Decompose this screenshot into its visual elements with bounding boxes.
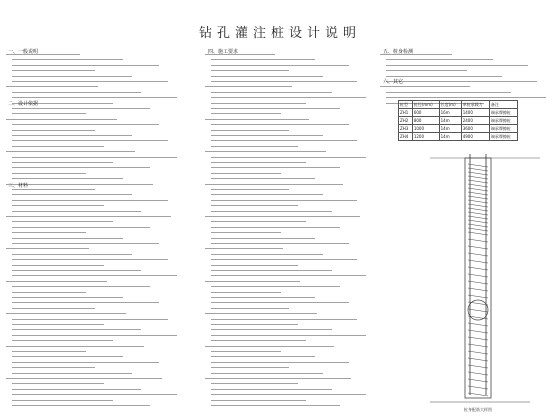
- text-line: [6, 346, 144, 347]
- table-cell: 800: [412, 117, 439, 125]
- section-heading-4: 四、施工要求: [208, 49, 239, 55]
- table-cell: 端承摩擦桩: [489, 133, 517, 141]
- text-line: [12, 65, 159, 66]
- text-line: [6, 281, 107, 282]
- text-line: [12, 405, 150, 406]
- stirrup: [468, 288, 488, 291]
- table-cell: 14m: [439, 117, 461, 125]
- stirrup: [468, 358, 488, 361]
- text-line: [211, 140, 357, 141]
- text-line: [12, 97, 177, 98]
- text-line: [12, 308, 95, 309]
- text-line: [386, 92, 511, 93]
- text-line: [211, 335, 366, 336]
- text-line: [12, 389, 141, 390]
- detail-caption: 桩身配筋大样图: [464, 407, 492, 412]
- stirrup: [468, 184, 488, 187]
- table-cell: 1200: [412, 133, 439, 141]
- text-line: [211, 389, 332, 390]
- text-line: [211, 329, 332, 330]
- text-line: [211, 324, 298, 325]
- text-line: [386, 97, 546, 98]
- text-line: [12, 394, 177, 395]
- text-line: [205, 184, 343, 185]
- table-cell: 14m: [439, 125, 461, 133]
- text-line: [205, 216, 360, 217]
- text-line: [211, 275, 366, 276]
- text-line: [12, 232, 86, 233]
- table-row: [399, 125, 518, 133]
- table-cell: 3600: [461, 125, 489, 133]
- table-cell: 1400: [461, 109, 489, 117]
- text-line: [12, 400, 113, 401]
- text-line: [12, 275, 177, 276]
- text-line: [211, 124, 349, 125]
- text-line: [12, 194, 132, 195]
- text-line: [211, 394, 366, 395]
- text-line: [386, 81, 537, 82]
- table-cell: 600: [412, 109, 439, 117]
- text-line: [12, 259, 168, 260]
- stirrup: [468, 309, 488, 312]
- text-line: [211, 173, 281, 174]
- text-line: [12, 367, 95, 368]
- text-line: [12, 113, 86, 114]
- stirrup: [468, 180, 488, 183]
- stirrup: [468, 208, 488, 211]
- stirrup: [468, 228, 488, 231]
- text-line: [211, 367, 289, 368]
- table-cell: 1000: [412, 125, 439, 133]
- stirrup: [468, 216, 488, 219]
- text-line: [211, 108, 340, 109]
- text-line: [211, 292, 281, 293]
- text-line: [211, 254, 323, 255]
- table-cell: 4900: [461, 133, 489, 141]
- text-line: [205, 151, 326, 152]
- stirrup: [468, 365, 488, 368]
- table-cell: ZH3: [399, 125, 413, 133]
- stirrup: [468, 200, 488, 203]
- text-line: [211, 113, 281, 114]
- text-line: [211, 70, 289, 71]
- text-line: [211, 167, 340, 168]
- text-line: [211, 356, 315, 357]
- text-line: [211, 270, 332, 271]
- stirrup: [468, 267, 488, 270]
- stirrup: [468, 351, 488, 354]
- text-line: [12, 265, 104, 266]
- text-line: [211, 157, 366, 158]
- table-cell: ZH4: [399, 133, 413, 141]
- text-line: [211, 383, 298, 384]
- section-heading-1: 一、一般说明: [8, 49, 39, 55]
- stirrup: [468, 379, 488, 382]
- text-line: [211, 103, 306, 104]
- text-line: [12, 135, 132, 136]
- text-line: [12, 329, 141, 330]
- section-heading-6: 六、其它: [383, 79, 404, 85]
- text-line: [12, 211, 141, 212]
- stirrup: [468, 204, 488, 207]
- text-line: [211, 76, 323, 77]
- text-line: [12, 335, 177, 336]
- text-line: [211, 259, 357, 260]
- stirrup: [468, 188, 488, 191]
- text-line: [12, 162, 113, 163]
- text-line: [6, 313, 126, 314]
- text-line: [12, 324, 104, 325]
- stirrup: [468, 274, 488, 277]
- text-line: [211, 146, 298, 147]
- text-line: [12, 124, 159, 125]
- text-line: [211, 340, 306, 341]
- stirrup: [468, 337, 488, 340]
- text-line: [12, 92, 141, 93]
- text-line: [12, 146, 104, 147]
- text-line: [211, 227, 340, 228]
- text-line: [12, 76, 132, 77]
- text-line: [211, 243, 349, 244]
- stirrup: [468, 224, 488, 227]
- text-line: [211, 265, 298, 266]
- text-line: [211, 200, 357, 201]
- stirrup: [468, 386, 488, 389]
- text-line: [386, 70, 467, 71]
- text-line: [211, 362, 349, 363]
- text-line: [12, 59, 123, 60]
- text-line: [12, 173, 86, 174]
- text-line: [211, 286, 340, 287]
- text-line: [386, 65, 528, 66]
- text-line: [12, 130, 95, 131]
- text-line: [12, 340, 113, 341]
- text-line: [12, 81, 168, 82]
- stirrup: [468, 232, 488, 235]
- text-line: [205, 86, 292, 87]
- text-line: [211, 194, 323, 195]
- text-line: [211, 211, 332, 212]
- text-line: [211, 302, 349, 303]
- text-line: [12, 270, 141, 271]
- text-line: [6, 119, 117, 120]
- column-middle: [205, 44, 365, 414]
- text-line: [211, 81, 357, 82]
- stirrup: [468, 295, 488, 298]
- pile-table: [398, 100, 518, 141]
- text-line: [380, 86, 470, 87]
- table-cell: 端承摩擦桩: [489, 109, 517, 117]
- text-line: [6, 184, 153, 185]
- text-line: [12, 140, 168, 141]
- text-line: [12, 200, 168, 201]
- text-line: [211, 205, 298, 206]
- table-header: 桩径(mm): [412, 101, 439, 109]
- text-line: [211, 400, 306, 401]
- stirrup: [468, 176, 488, 179]
- section-heading-2: 二、设计依据: [8, 101, 39, 107]
- pile-outline: [465, 158, 491, 398]
- stirrup: [468, 393, 488, 396]
- stirrup: [468, 323, 488, 326]
- text-line: [12, 356, 123, 357]
- text-line: [211, 232, 281, 233]
- text-line: [211, 65, 349, 66]
- spiral-stirrups: [468, 164, 488, 396]
- text-line: [211, 59, 315, 60]
- table-cell: ZH2: [399, 117, 413, 125]
- text-line: [211, 162, 306, 163]
- text-line: [386, 76, 502, 77]
- table-cell: 16m: [439, 109, 461, 117]
- table-header: 单桩承载力: [461, 101, 489, 109]
- text-line: [12, 243, 159, 244]
- stirrup: [468, 281, 488, 284]
- stirrup: [468, 196, 488, 199]
- text-line: [211, 135, 323, 136]
- text-line: [211, 178, 315, 179]
- text-line: [211, 97, 366, 98]
- text-line: [211, 92, 332, 93]
- text-line: [12, 238, 123, 239]
- table-cell: ZH1: [399, 109, 413, 117]
- text-line: [12, 351, 86, 352]
- pile-detail-drawing: [410, 150, 550, 415]
- text-line: [211, 189, 289, 190]
- text-line: [12, 373, 132, 374]
- table-cell: 2400: [461, 117, 489, 125]
- text-line: [12, 205, 104, 206]
- stirrup: [468, 220, 488, 223]
- stirrup: [468, 239, 488, 242]
- stirrup: [468, 344, 488, 347]
- text-line: [12, 178, 123, 179]
- text-line: [205, 281, 300, 282]
- text-line: [205, 346, 334, 347]
- text-line: [205, 248, 283, 249]
- stirrup: [468, 330, 488, 333]
- text-line: [205, 313, 317, 314]
- text-line: [205, 378, 351, 379]
- table-header: 桩型: [399, 101, 413, 109]
- text-line: [12, 221, 113, 222]
- text-line: [12, 383, 104, 384]
- text-line: [12, 157, 177, 158]
- text-line: [12, 297, 123, 298]
- text-line: [211, 238, 315, 239]
- table-header: 备注: [489, 101, 517, 109]
- section-heading-3: 三、材料: [8, 183, 29, 189]
- stirrup: [468, 168, 488, 171]
- table-row: [399, 133, 518, 141]
- text-line: [211, 351, 281, 352]
- text-line: [12, 189, 95, 190]
- section-heading-5: 五、桩身检测: [383, 49, 414, 55]
- text-line: [6, 248, 89, 249]
- text-line: [6, 151, 135, 152]
- text-line: [12, 70, 95, 71]
- table-header: 长度(m): [439, 101, 461, 109]
- text-line: [12, 292, 86, 293]
- stirrup: [468, 192, 488, 195]
- text-line: [12, 108, 150, 109]
- text-line: [211, 319, 357, 320]
- text-line: [211, 297, 315, 298]
- text-line: [12, 286, 150, 287]
- pile-section-circle: [468, 300, 488, 320]
- stirrup: [468, 372, 488, 375]
- text-line: [12, 362, 159, 363]
- text-line: [6, 86, 98, 87]
- text-line: [12, 167, 150, 168]
- table-row: [399, 117, 518, 125]
- text-line: [12, 302, 159, 303]
- table-header-row: [399, 101, 518, 109]
- text-line: [386, 59, 493, 60]
- table-row: [399, 109, 518, 117]
- text-line: [211, 130, 289, 131]
- stirrup: [468, 260, 488, 263]
- text-line: [12, 227, 150, 228]
- text-line: [211, 308, 289, 309]
- table-cell: 端承摩擦桩: [489, 125, 517, 133]
- text-line: [6, 378, 162, 379]
- text-line: [211, 373, 323, 374]
- stirrup: [468, 172, 488, 175]
- stirrup: [468, 246, 488, 249]
- table-cell: 端承摩擦桩: [489, 117, 517, 125]
- page-title: 钻孔灌注桩设计说明: [198, 26, 361, 41]
- table-cell: 14m: [439, 133, 461, 141]
- text-line: [211, 221, 306, 222]
- text-line: [12, 254, 132, 255]
- text-line: [211, 405, 340, 406]
- stirrup: [468, 164, 488, 167]
- text-line: [12, 319, 168, 320]
- text-line: [205, 119, 309, 120]
- text-line: [6, 216, 171, 217]
- stirrup: [468, 253, 488, 256]
- stirrup: [468, 212, 488, 215]
